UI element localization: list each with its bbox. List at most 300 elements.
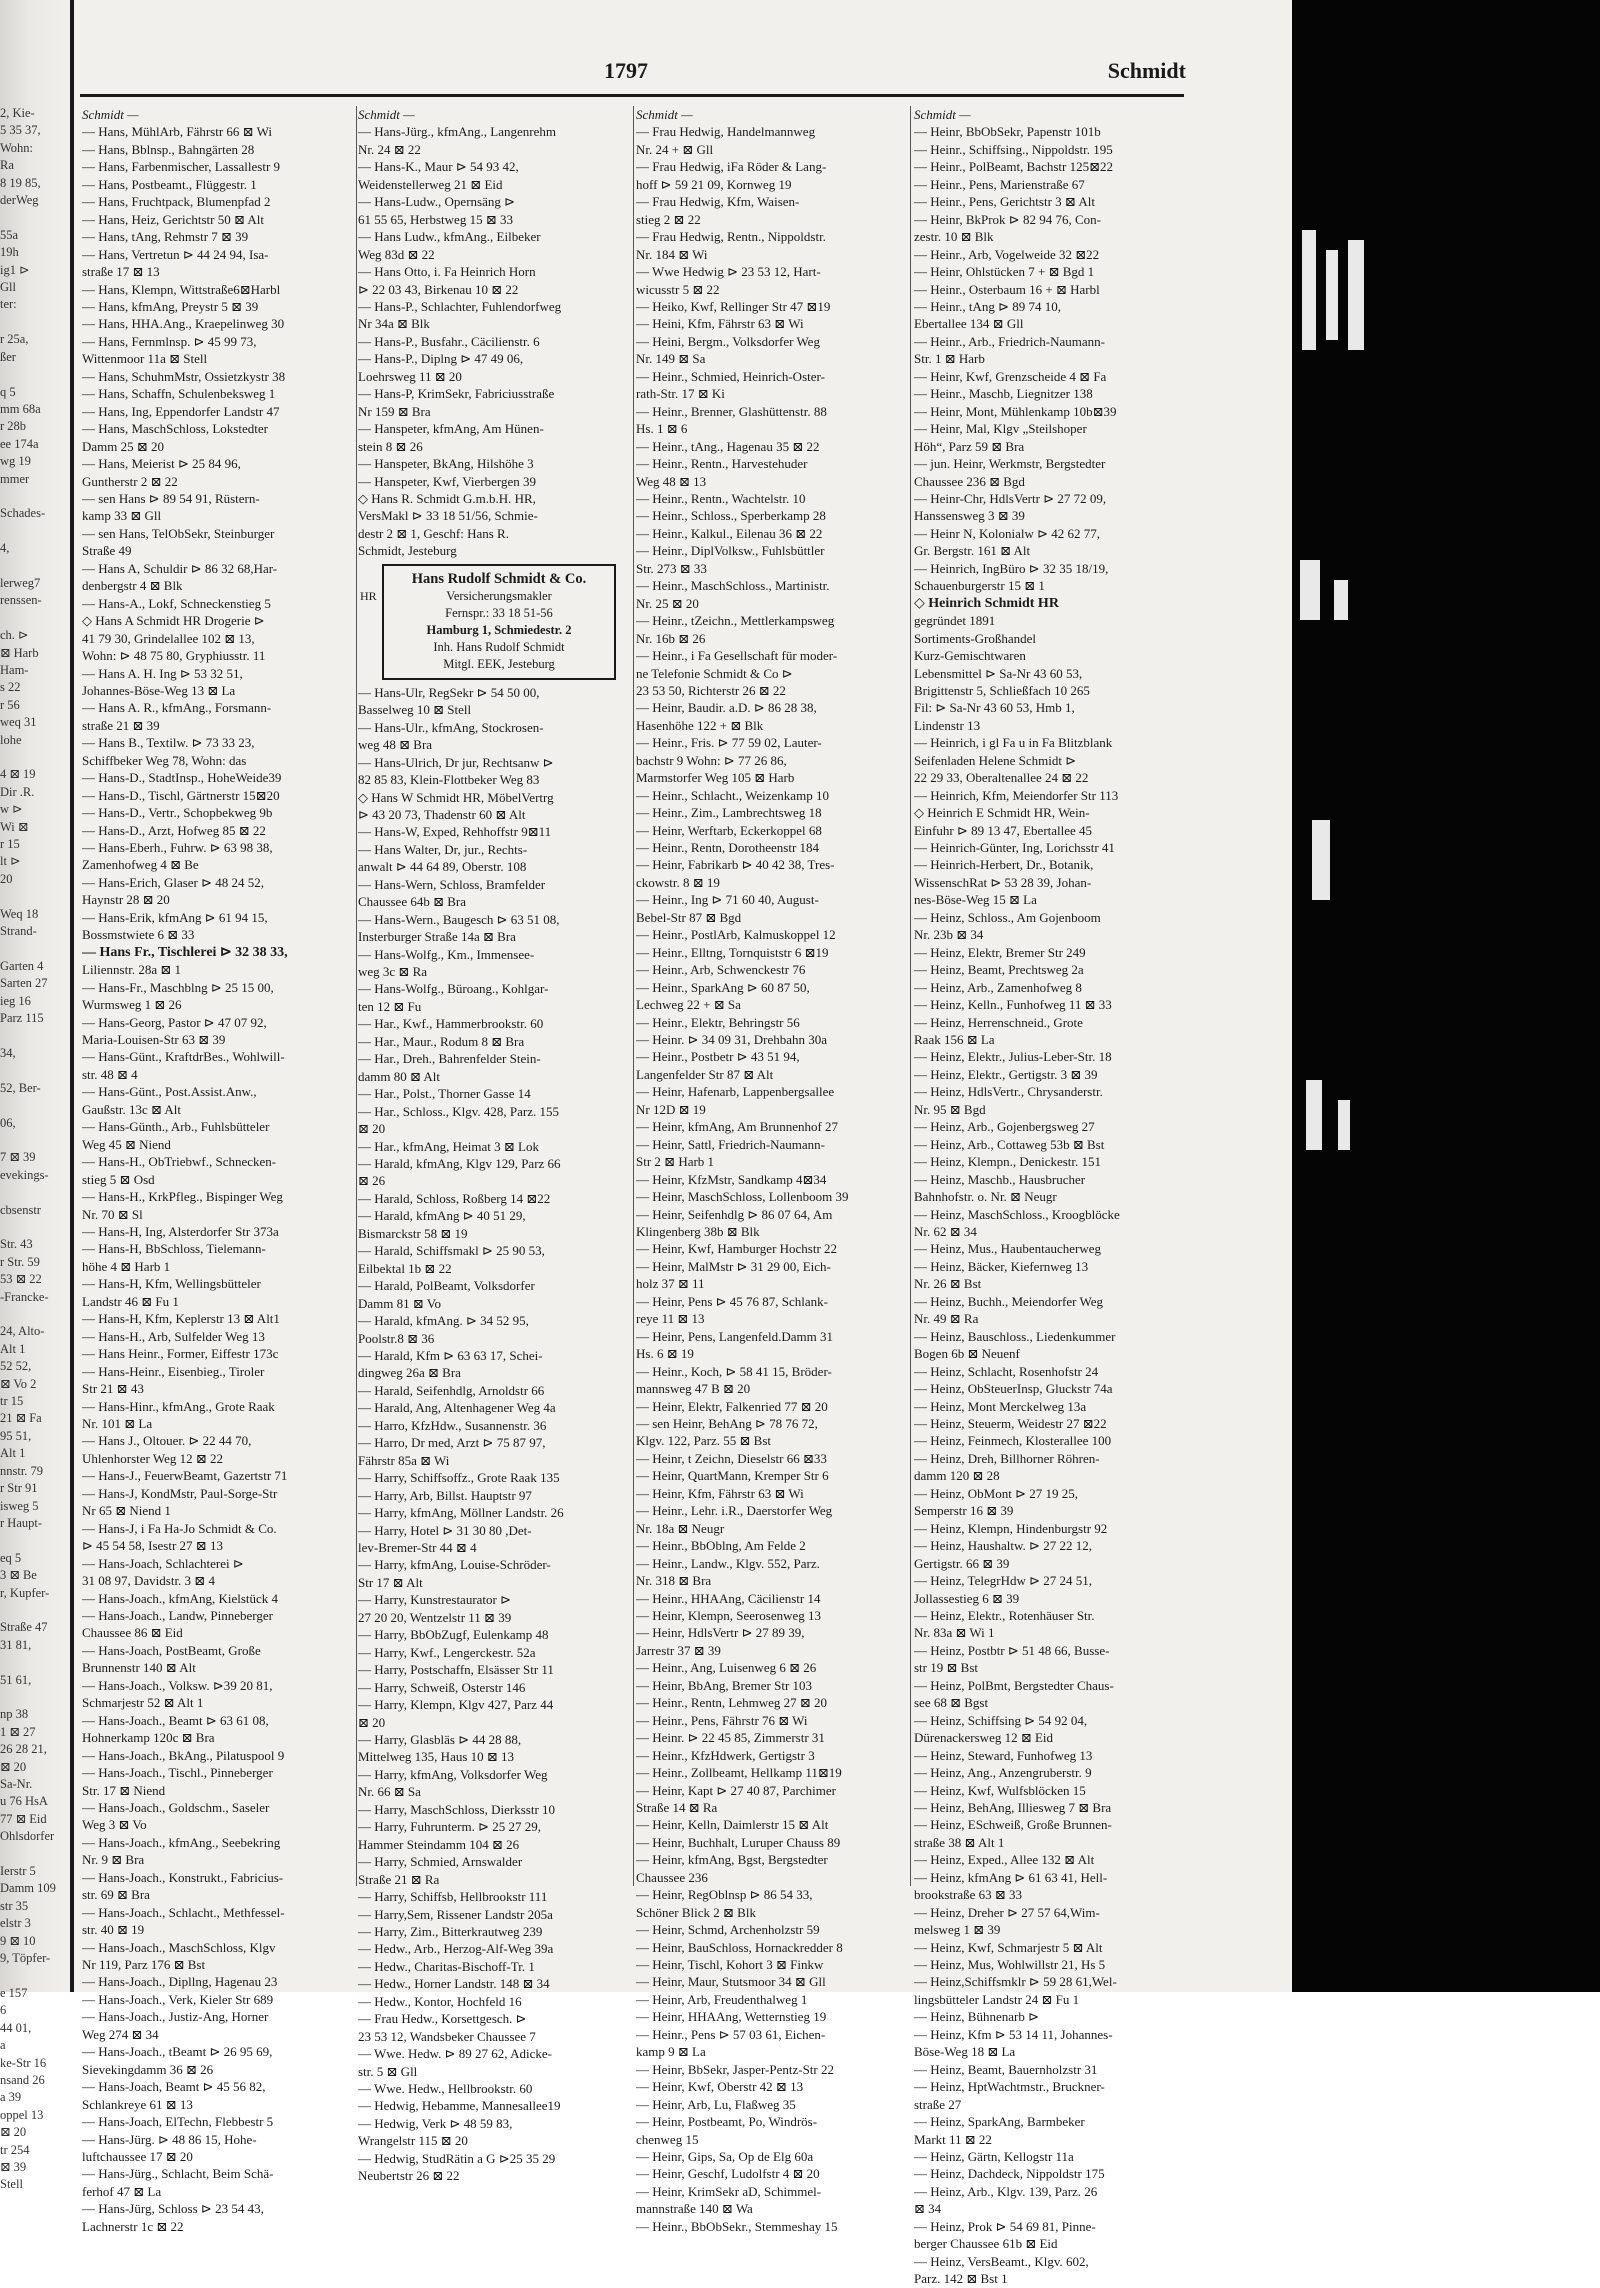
directory-entry-line: — Hans-J, i Fa Ha-Jo Schmidt & Co. (82, 1520, 277, 1536)
directory-entry-line: 61 55 65, Herbstweg 15 ⊠ 33 (358, 211, 513, 227)
directory-entry-line: straße 38 ⊠ Alt 1 (914, 1834, 1005, 1850)
directory-entry-line: Chaussee 236 (636, 1869, 708, 1885)
margin-fragment: str 35 (0, 1898, 29, 1913)
directory-entry-line: Schmarjestr 52 ⊠ Alt 1 (82, 1695, 204, 1711)
directory-entry-line: zestr. 10 ⊠ Blk (914, 229, 994, 245)
directory-entry-line: — Hans, MaschSchloss, Lokstedter (82, 421, 268, 437)
directory-entry-line: Straße 49 (82, 543, 132, 559)
margin-fragment (0, 209, 68, 226)
directory-entry-line: — Hans-Georg, Pastor ⊳ 47 07 92, (82, 1014, 267, 1030)
directory-entry-line: Langenfelder Str 87 ⊠ Alt (636, 1066, 774, 1082)
directory-entry-line: — Heinr, Mal, Klgv „Steilshoper (914, 421, 1087, 437)
directory-entry-line: Fil: ⊳ Sa-Nr 43 60 53, Hmb 1, (914, 700, 1075, 716)
directory-entry-line: höhe 4 ⊠ Harb 1 (82, 1258, 171, 1274)
directory-entry-line: — Heinr, Hafenarb, Lappenbergsallee (636, 1084, 835, 1100)
directory-entry-line: — Heinr., Rentn, Lehmweg 27 ⊠ 20 (636, 1695, 828, 1711)
margin-fragment: -Francke- (0, 1289, 49, 1304)
directory-entry-line: — Hans, Postbeamt., Flüggestr. 1 (82, 176, 257, 192)
directory-entry-line: — Hans-H., ObTriebwf., Schnecken- (82, 1154, 277, 1170)
directory-entry-line: 41 79 30, Grindelallee 102 ⊠ 13, (82, 630, 255, 646)
directory-entry-line: — Heinr, Gips, Sa, Op de Elg 60a (636, 2149, 814, 2165)
directory-entry-line: — Harry, Hotel ⊳ 31 30 80 ,Det- (358, 1522, 532, 1538)
directory-entry-line: — Hans-Joach., Schlacht., Methfessel- (82, 1904, 285, 1920)
margin-fragment: Ierstr 5 (0, 1864, 36, 1879)
directory-entry-line: Str 21 ⊠ 43 (82, 1381, 144, 1397)
directory-entry-line: — Heinz, Haushaltw. ⊳ 27 22 12, (914, 1538, 1092, 1554)
dark-background-edge (1292, 0, 1600, 1992)
margin-fragment: 1 ⊠ 27 (0, 1724, 36, 1739)
margin-fragment: Stell (0, 2177, 23, 2192)
margin-fragment: Weq 18 (0, 906, 39, 921)
directory-entry-line: — Hans-Ulr., kfmAng, Stockrosen- (358, 719, 544, 735)
margin-fragment (0, 941, 68, 958)
margin-fragment: r Str 91 (0, 1481, 38, 1496)
margin-fragment: Sarten 27 (0, 976, 48, 991)
margin-fragment (0, 888, 68, 905)
margin-fragment: lohe (0, 732, 22, 747)
margin-fragment: Str. 43 (0, 1237, 33, 1252)
margin-fragment: wg 19 (0, 454, 31, 469)
directory-entry-line: — Heinr, Pens ⊳ 45 76 87, Schlank- (636, 1293, 828, 1309)
directory-entry-line: Klingenberg 38b ⊠ Blk (636, 1224, 760, 1239)
directory-entry-line: — Hans, MühlArb, Fährstr 66 ⊠ Wi (82, 124, 272, 140)
margin-fragment: e 157 (0, 1985, 28, 2000)
margin-fragment: 24, Alto- (0, 1324, 45, 1339)
directory-entry-line: — Harry, Kwf., Lengerckestr. 52a (358, 1644, 536, 1660)
directory-entry-line: — Heinr., Pens, Marienstraße 67 (914, 176, 1085, 192)
directory-entry-line: — Heinr, HHAAng, Wetternstieg 19 (636, 2009, 827, 2025)
directory-entry-line: — Hans-Fr., Maschblng ⊳ 25 15 00, (82, 979, 274, 995)
directory-entry-line: — Heinr, Arb, Lu, Flaßweg 35 (636, 2096, 796, 2112)
margin-fragment (0, 749, 68, 766)
directory-entry-line: Lebensmittel ⊳ Sa-Nr 43 60 53, (914, 665, 1083, 681)
margin-fragment: 26 28 21, (0, 1742, 47, 1757)
directory-entry-line: Guntherstr 2 ⊠ 22 (82, 473, 178, 489)
margin-fragment: r 25a, (0, 332, 29, 347)
directory-entry-line: — Heinr., Lehr. i.R., Daerstorfer Weg (636, 1503, 833, 1519)
directory-entry-line: — Heinr, Geschf, Ludolfstr 4 ⊠ 20 (636, 2166, 820, 2182)
ad-line: Fernspr.: 33 18 51-56 (445, 605, 553, 620)
margin-fragment: u 76 HsA (0, 1794, 48, 1809)
directory-entry-line: — Hans Walter, Dr, jur., Rechts- (358, 841, 528, 857)
directory-entry-line: — Heinr, BkProk ⊳ 82 94 76, Con- (914, 211, 1101, 227)
column-4 (914, 106, 1186, 2288)
directory-entry-line: — Heinz, ObMont ⊳ 27 19 25, (914, 1485, 1078, 1501)
directory-entry-line: Schlankreye 61 ⊠ 13 (82, 2096, 193, 2112)
margin-fragment: 4, (0, 541, 10, 556)
directory-entry-line: — Hans-Joach., kfmAng, Kielstück 4 (82, 1590, 279, 1606)
directory-entry-line: ckowstr. 8 ⊠ 19 (636, 874, 720, 890)
directory-entry-line: — Hans-Joach., Dipllng, Hagenau 23 (82, 1974, 278, 1990)
margin-fragment (0, 1184, 68, 1201)
directory-entry-line: Poolstr.8 ⊠ 36 (358, 1330, 435, 1346)
margin-fragment: a 39 (0, 2090, 22, 2105)
directory-entry-line: Nr. 24 ⊠ 22 (358, 141, 421, 157)
directory-entry-line: — Har., Kwf., Hammerbrookstr. 60 (358, 1016, 544, 1032)
directory-entry-line: — Harald, PolBeamt, Volksdorfer (358, 1278, 535, 1294)
directory-entry-line: Gertigstr. 66 ⊠ 39 (914, 1555, 1010, 1571)
directory-entry-line: WissenschRat ⊳ 53 28 39, Johan- (914, 874, 1092, 890)
directory-entry-line: — Hans-Joach, PostBeamt, Große (82, 1642, 261, 1658)
directory-entry-line: 23 53 12, Wandsbeker Chaussee 7 (358, 2028, 536, 2044)
directory-entry-line: — Heinr, Seifenhdlg ⊳ 86 07 64, Am (636, 1206, 833, 1222)
margin-fragment: nnstr. 79 (0, 1463, 44, 1478)
directory-entry-line: — Harald, kfmAng ⊳ 40 51 29, (358, 1208, 526, 1224)
directory-entry-line: — Hans-Joach., Verk, Kieler Str 689 (82, 1991, 274, 2007)
directory-entry-line: Bahnhofstr. o. Nr. ⊠ Neugr (914, 1189, 1057, 1205)
directory-entry-line: — Hans-H, Ing, Alsterdorfer Str 373a (82, 1224, 279, 1239)
margin-fragment: Gll (0, 280, 16, 295)
directory-entry-line: brookstraße 63 ⊠ 33 (914, 1887, 1023, 1903)
directory-entry-line: Schmidt, Jesteburg (358, 543, 457, 559)
directory-entry-line: — Heiko, Kwf, Rellinger Str 47 ⊠19 (636, 298, 831, 314)
directory-entry-line: — Harry, Fuhrunterm. ⊳ 25 27 29, (358, 1819, 541, 1835)
directory-entry-line: — Heinr., Pens ⊳ 57 03 61, Eichen- (636, 2026, 826, 2042)
margin-fragment: 5 35 37, (0, 123, 41, 138)
margin-fragment (0, 1689, 68, 1706)
directory-entry-line: — Heinz, MaschSchloss., Kroogblöcke (914, 1206, 1120, 1222)
directory-entry-line: — Harry, Schiffsb, Hellbrookstr 111 (358, 1889, 548, 1905)
directory-entry-line: — Heinz, Ang., Anzengruberstr. 9 (914, 1765, 1092, 1781)
directory-entry-line: — Heinz, Dreh, Billhorner Röhren- (914, 1450, 1100, 1466)
directory-entry-line: Lindenstr 13 (914, 717, 981, 733)
margin-fragment: ßer (0, 349, 16, 364)
previous-page-fragments (0, 105, 68, 2194)
directory-entry-line: Nr 34a ⊠ Blk (358, 316, 430, 332)
directory-entry-line: — Harald, Schiffsmakl ⊳ 25 90 53, (358, 1243, 545, 1259)
directory-entry-line: — Heinr., Osterbaum 16 + ⊠ Harbl (914, 281, 1100, 297)
directory-entry-line: — Heinr, RegOblnsp ⊳ 86 54 33, (636, 1887, 813, 1903)
directory-entry-line: — Frau Hedwig, Handelmannweg (636, 124, 816, 140)
margin-fragment: Ra (0, 158, 14, 173)
directory-entry-line: Böse-Weg 18 ⊠ La (914, 2044, 1016, 2060)
directory-entry-line: — Hanspeter, Kwf, Vierbergen 39 (358, 473, 537, 489)
directory-entry-line: — Heinz, Herrenschneid., Grote (914, 1014, 1083, 1030)
directory-entry-line: Marmstorfer Weg 105 ⊠ Harb (636, 770, 795, 786)
directory-entry-line: ◇ Hans A Schmidt HR Drogerie ⊳ (82, 613, 265, 629)
margin-fragment: 53 ⊠ 22 (0, 1272, 42, 1287)
directory-entry-line: — Heinr., Koch, ⊳ 58 41 15, Bröder- (636, 1363, 832, 1379)
directory-entry-line: kamp 9 ⊠ La (636, 2044, 706, 2060)
directory-entry-line: — Hans Ludw., kfmAng., Eilbeker (358, 229, 541, 245)
directory-entry-line: — Heinrich, Kfm, Meiendorfer Str 113 (914, 787, 1119, 803)
directory-entry-line: — Hans-H, Kfm, Wellingsbütteler (82, 1276, 261, 1292)
directory-entry-line: Nr. 83a ⊠ Wi 1 (914, 1625, 995, 1641)
margin-fragment: oppel 13 (0, 2107, 44, 2122)
directory-entry-line: Str. 273 ⊠ 33 (636, 560, 707, 576)
directory-entry-line: — Heinr, KfzMstr, Sandkamp 4⊠34 (636, 1171, 827, 1187)
directory-entry-line: ⊠ 20 (358, 1121, 386, 1137)
directory-entry-line: damm 120 ⊠ 28 (914, 1468, 1000, 1484)
directory-entry-line: — Heinz, SparkAng, Barmbeker (914, 2114, 1085, 2130)
column-heading: Schmidt — (358, 107, 415, 122)
directory-entry-line: — Heinr, Kelln, Daimlerstr 15 ⊠ Alt (636, 1817, 829, 1833)
directory-entry-line: — Hans-Joach., Tischl., Pinneberger (82, 1765, 273, 1781)
directory-entry-line: — Hans-J., FeuerwBeamt, Gazertstr 71 (82, 1468, 288, 1484)
column-divider (910, 106, 911, 1886)
directory-entry-line: Insterburger Straße 14a ⊠ Bra (358, 929, 516, 945)
directory-entry-line: — Hans-Ulrich, Dr jur, Rechtsanw ⊳ (358, 754, 554, 770)
directory-entry-line: str. 48 ⊠ 4 (82, 1066, 138, 1082)
directory-entry-line: 22 29 33, Oberaltenallee 24 ⊠ 22 (914, 770, 1089, 786)
directory-entry-line: — Hans, Bblnsp., Bahngärten 28 (82, 141, 255, 157)
directory-entry-line: Loehrsweg 11 ⊠ 20 (358, 368, 462, 384)
directory-entry-line: — Heinz, Elektr., Gertigstr. 3 ⊠ 39 (914, 1066, 1098, 1082)
directory-entry-line: — Heinz,Schiffsmklr ⊳ 59 28 61,Wel- (914, 1974, 1117, 1990)
directory-entry-line: damm 80 ⊠ Alt (358, 1068, 441, 1084)
directory-entry-line: — Heinrich, IngBüro ⊳ 32 35 18/19, (914, 560, 1109, 576)
directory-entry-line: — Hans-Ulr, RegSekr ⊳ 54 50 00, (358, 684, 540, 700)
directory-entry-line: Sortiments-Großhandel (914, 630, 1037, 646)
directory-entry-line: — Heinz, Exped., Allee 132 ⊠ Alt (914, 1852, 1095, 1868)
directory-entry-line: Straße 14 ⊠ Ra (636, 1799, 718, 1815)
directory-entry-line: — Hans-Jürg., Schlacht, Beim Schä- (82, 2166, 274, 2182)
directory-entry-line: wicusstr 5 ⊠ 22 (636, 281, 720, 297)
ad-hr-tag: HR (360, 588, 377, 603)
directory-entry-line: — Hans-Joach, Schlachterei ⊳ (82, 1555, 244, 1571)
directory-entry-line: bachstr 9 Wohn: ⊳ 77 26 86, (636, 752, 787, 768)
margin-fragment: q 5 (0, 384, 16, 399)
directory-entry-line: — Hans-P., Diplng ⊳ 47 49 06, (358, 351, 524, 367)
margin-fragment (0, 558, 68, 575)
directory-entry-line: — Hans-Joach., kfmAng., Seebekring (82, 1834, 281, 1850)
directory-entry-line: — Hans-Joach, Beamt ⊳ 45 56 82, (82, 2079, 266, 2095)
margin-fragment: 52 52, (0, 1359, 32, 1374)
margin-fragment: 55a (0, 227, 19, 242)
directory-entry-line: — Hans-W, Exped, Rehhoffstr 9⊠11 (358, 824, 552, 840)
directory-entry-line: str. 5 ⊠ Gll (358, 2063, 418, 2079)
margin-fragment: 31 81, (0, 1637, 32, 1652)
margin-fragment: ig1 ⊳ (0, 262, 30, 277)
directory-entry-line: — Heinr N, Kolonialw ⊳ 42 62 77, (914, 525, 1101, 541)
directory-entry-line: — Heinrich-Günter, Ing, Lorichsstr 41 (914, 840, 1115, 856)
directory-entry-line: Johannes-Böse-Weg 13 ⊠ La (82, 682, 236, 698)
margin-fragment: 3 ⊠ Be (0, 1568, 37, 1583)
directory-entry-line: — Heinz, Bühnenarb ⊳ (914, 2009, 1039, 2025)
directory-entry-line: — Hans-Günt., Post.Assist.Anw., (82, 1084, 257, 1100)
directory-entry-line: — Heinr-Chr, HdlsVertr ⊳ 27 72 09, (914, 490, 1107, 506)
margin-fragment: r 56 (0, 697, 20, 712)
directory-entry-line: — Heinr, Mont, Mühlenkamp 10b⊠39 (914, 403, 1117, 419)
column-heading: Schmidt — (914, 107, 971, 122)
directory-entry-line: 82 85 83, Klein-Flottbeker Weg 83 (358, 772, 540, 788)
directory-entry-line: — Hans, Meierist ⊳ 25 84 96, (82, 456, 241, 472)
margin-fragment: r Haupt- (0, 1515, 42, 1530)
directory-entry-line: — Hans-Jürg, Schloss ⊳ 23 54 43, (82, 2201, 264, 2217)
directory-entry-line: — Heinz, Klempn, Hindenburgstr 92 (914, 1520, 1108, 1536)
directory-entry-line: — Hans, Fruchtpack, Blumenpfad 2 (82, 194, 271, 210)
directory-entry-line: — Harry, MaschSchloss, Dierksstr 10 (358, 1801, 556, 1817)
directory-entry-line: weg 3c ⊠ Ra (358, 964, 428, 980)
directory-entry-line: Höh“, Parz 59 ⊠ Bra (914, 438, 1025, 454)
directory-entry-line: — Harry, Arb, Billst. Hauptstr 97 (358, 1487, 532, 1503)
directory-entry-line: — sen Hans, TelObSekr, Steinburger (82, 525, 275, 541)
directory-entry-line: — Hans-Joach., Goldschm., Saseler (82, 1799, 270, 1815)
directory-entry-line: Klgv. 122, Parz. 55 ⊠ Bst (636, 1433, 771, 1449)
margin-fragment: ⊠ 20 (0, 2125, 27, 2140)
directory-entry-line: — Heinr, HdlsVertr ⊳ 27 89 39, (636, 1625, 805, 1641)
directory-entry-line: Uhlenhorster Weg 12 ⊠ 22 (82, 1450, 224, 1466)
directory-entry-line: — Heinz, Beamt, Prechtsweg 2a (914, 962, 1084, 978)
running-head: Schmidt (1107, 58, 1186, 83)
directory-entry-line: Nr. 149 ⊠ Sa (636, 351, 706, 367)
directory-entry-line: — Hans-Joach., tBeamt ⊳ 26 95 69, (82, 2044, 273, 2060)
directory-entry-line: Semperstr 16 ⊠ 39 (914, 1503, 1014, 1519)
directory-entry-line: Hs. 1 ⊠ 6 (636, 421, 688, 437)
directory-entry-line: — Hans-P., Busfahr., Cäcilienstr. 6 (358, 333, 540, 349)
directory-entry-line: — Harald, Ang, Altenhagener Weg 4a (358, 1400, 556, 1416)
directory-entry-line: Nr. 318 ⊠ Bra (636, 1573, 712, 1589)
directory-entry-line: — Heinr, Klempn, Seerosenweg 13 (636, 1607, 822, 1623)
margin-fragment (0, 488, 68, 505)
directory-entry-line: Nr. 95 ⊠ Bgd (914, 1101, 986, 1117)
directory-entry-line: dingweg 26a ⊠ Bra (358, 1365, 461, 1381)
directory-entry-line: — Heinr, Tischl, Kohort 3 ⊠ Finkw (636, 1957, 824, 1973)
directory-entry-line: — Hans-Ludw., Opernsäng ⊳ (358, 194, 515, 210)
directory-entry-line: — Heinz, Schiffsing ⊳ 54 92 04, (914, 1712, 1088, 1728)
directory-entry-line: Hammer Steindamm 104 ⊠ 26 (358, 1836, 520, 1852)
directory-entry-line: — Heinz, Maschb., Hausbrucher (914, 1171, 1086, 1187)
directory-entry-line: — Heinr, Fabrikarb ⊳ 40 42 38, Tres- (636, 857, 835, 873)
directory-entry-line: stein 8 ⊠ 26 (358, 438, 423, 454)
directory-entry-line: — Hans-D., StadtInsp., HoheWeide39 (82, 770, 282, 786)
directory-entry-line: — Heinz, BehAng, Illiesweg 7 ⊠ Bra (914, 1799, 1112, 1815)
directory-entry-line: — Hans-P, KrimSekr, Fabriciusstraße (358, 386, 555, 402)
ad-title: Hans Rudolf Schmidt & Co. (411, 570, 587, 587)
directory-entry-line: Nr. 25 ⊠ 20 (636, 595, 699, 611)
directory-entry-line: 23 53 50, Richterstr 26 ⊠ 22 (636, 682, 786, 698)
directory-entry-line: ⊠ 26 (358, 1173, 386, 1189)
margin-fragment: a (0, 2038, 6, 2053)
ad-member: Mitgl. EEK, Jesteburg (443, 656, 555, 671)
directory-entry-line: — Frau Hedwig, Kfm, Waisen- (636, 194, 800, 210)
directory-entry-line: Chaussee 86 ⊠ Eid (82, 1625, 183, 1641)
directory-entry-line: Gr. Bergstr. 161 ⊠ Alt (914, 543, 1031, 559)
directory-entry-line: Zamenhofweg 4 ⊠ Be (82, 857, 199, 873)
directory-entry-line: ne Telefonie Schmidt & Co ⊳ (636, 665, 793, 681)
directory-entry-line: Hanssensweg 3 ⊠ 39 (914, 508, 1025, 524)
directory-entry-line: — Heinr., Schiffsing., Nippoldstr. 195 (914, 141, 1113, 157)
margin-fragment: Schades- (0, 506, 46, 521)
directory-entry-line: — Hanspeter, kfmAng, Am Hünen- (358, 421, 544, 437)
margin-fragment: lerweg7 (0, 575, 41, 590)
directory-entry-line: Chaussee 236 ⊠ Bgd (914, 473, 1025, 489)
directory-entry-line: ⊳ 45 54 58, Isestr 27 ⊠ 13 (82, 1538, 223, 1554)
directory-entry-line: — Heinr., Elltng, Tornquiststr 6 ⊠19 (636, 944, 829, 960)
directory-entry-line: — Heinr., Pens, Fährstr 76 ⊠ Wi (636, 1712, 808, 1728)
directory-entry-line: — Heinz, ESchweiß, Große Brunnen- (914, 1817, 1112, 1833)
margin-fragment: weq 31 (0, 715, 37, 730)
directory-entry-line: Nr. 9 ⊠ Bra (82, 1852, 145, 1868)
directory-entry-line: — Hans-Jürg. ⊳ 48 86 15, Hohe- (82, 2131, 257, 2147)
margin-fragment (0, 1654, 68, 1671)
margin-fragment: ch. ⊳ (0, 628, 29, 643)
directory-entry-line: Gaußstr. 13c ⊠ Alt (82, 1101, 181, 1117)
directory-entry-line: — Heinz, Schlacht, Rosenhofstr 24 (914, 1363, 1099, 1379)
directory-entry-line: ferhof 47 ⊠ La (82, 2183, 162, 2199)
directory-entry-line: Brunnenstr 140 ⊠ Alt (82, 1660, 196, 1676)
directory-entry-line: Ebertallee 134 ⊠ Gll (914, 316, 1024, 332)
margin-fragment: 19h (0, 245, 19, 260)
directory-entry-line: — Heinz, Kelln., Funhofweg 11 ⊠ 33 (914, 997, 1112, 1013)
margin-fragment: s 22 (0, 680, 21, 695)
margin-fragment: Wohn: (0, 140, 34, 155)
directory-entry-line: — Hans Otto, i. Fa Heinrich Horn (358, 264, 536, 280)
directory-entry-line: — Heinz, Gärtn, Kellogstr 11a (914, 2149, 1074, 2165)
directory-entry-line: — Heinz, Kfm ⊳ 53 14 11, Johannes- (914, 2026, 1113, 2042)
margin-fragment: nsand 26 (0, 2072, 45, 2087)
directory-entry-line: — Hans-Joach., Beamt ⊳ 63 61 08, (82, 1712, 269, 1728)
margin-fragment: Straße 47 (0, 1620, 48, 1635)
directory-entry-line: — Harald, kfmAng, Klgv 129, Parz 66 (358, 1156, 561, 1172)
directory-entry-line: — Heinz, Klempn., Denickestr. 151 (914, 1154, 1102, 1170)
directory-entry-line: — Heinr, Baudir. a.D. ⊳ 86 28 38, (636, 700, 817, 716)
margin-fragment: Sa-Nr. (0, 1777, 33, 1791)
directory-entry-line: — Heinr, kfmAng, Bgst, Bergstedter (636, 1852, 828, 1868)
directory-entry-line: — Hans, Fernmlnsp. ⊳ 45 99 73, (82, 333, 257, 349)
directory-entry-line: — Heinz, Beamt, Bauernholzstr 31 (914, 2061, 1098, 2077)
directory-entry-line: Neubertstr 26 ⊠ 22 (358, 2168, 460, 2184)
directory-entry-line: Seifenladen Helene Schmidt ⊳ (914, 752, 1077, 768)
column-divider (356, 106, 357, 1886)
margin-fragment: ee 174a (0, 436, 39, 451)
advertisement-box (360, 564, 616, 680)
directory-entry-line: — Heinz, Mus, Wohlwillstr 21, Hs 5 (914, 1957, 1106, 1973)
margin-fragment: tr 15 (0, 1394, 24, 1409)
margin-fragment: isweg 5 (0, 1498, 39, 1513)
directory-entry-line: — Hans, Heiz, Gerichtstr 50 ⊠ Alt (82, 211, 265, 227)
margin-fragment: Ohlsdorfer (0, 1829, 55, 1844)
directory-entry-line: — Heinz, Arb., Zamenhofweg 8 (914, 979, 1082, 995)
directory-entry-line: — Heinr., Landw., Klgv. 552, Parz. (636, 1555, 820, 1571)
directory-entry-line: — Harro, KfzHdw., Susannenstr. 36 (358, 1417, 547, 1433)
margin-fragment: ⊠ Harb (0, 645, 39, 660)
margin-fragment: Damm 109 (0, 1881, 56, 1896)
directory-entry-line: Str. 1 ⊠ Harb (914, 351, 985, 367)
directory-entry-line: — Heinr., HHAAng, Cäcilienstr 14 (636, 1590, 821, 1606)
directory-entry-line: — Heinr, Buchhalt, Luruper Chauss 89 (636, 1834, 841, 1850)
directory-entry-line: — Heinz, Elektr., Julius-Leber-Str. 18 (914, 1049, 1112, 1065)
directory-entry-line: — Heinz, Arb., Klgv. 139, Parz. 26 (914, 2183, 1098, 2199)
margin-fragment: 9, Töpfer- (0, 1951, 51, 1966)
margin-fragment: Alt 1 (0, 1446, 26, 1461)
directory-entry-line: — Heinr, BbSekr, Jasper-Pentz-Str 22 (636, 2061, 834, 2077)
directory-entry-line: Nr 119, Parz 176 ⊠ Bst (82, 1957, 206, 1973)
margin-fragment: 4 ⊠ 19 (0, 767, 36, 782)
margin-fragment: ter: (0, 297, 17, 312)
directory-entry-line: — Heinz, Arb., Cottaweg 53b ⊠ Bst (914, 1136, 1105, 1152)
directory-entry-line: Weg 3 ⊠ Vo (82, 1817, 147, 1833)
directory-entry-line: — Harald, kfmAng. ⊳ 34 52 95, (358, 1313, 529, 1329)
page-header (74, 50, 1186, 98)
directory-entry-line: ⊳ 43 20 73, Thadenstr 60 ⊠ Alt (358, 806, 526, 822)
directory-entry-line: Nr. 184 ⊠ Wi (636, 246, 708, 262)
directory-entry-line: Jollassestieg 6 ⊠ 39 (914, 1590, 1020, 1606)
directory-entry-line: — Harry, Zim., Bitterkrautweg 239 (358, 1923, 543, 1939)
margin-fragment: 34, (0, 1045, 16, 1060)
directory-entry-line: — Harry, Schiffsoffz., Grote Raak 135 (358, 1470, 560, 1486)
directory-entry-line: — Hans-Joach., BkAng., Pilatuspool 9 (82, 1747, 285, 1763)
directory-entry-line: — Heinz, Arb., Gojenbergsweg 27 (914, 1119, 1095, 1135)
directory-entry-line: — Hans-Jürg., kfmAng., Langenrehm (358, 124, 556, 140)
directory-entry-line: see 68 ⊠ Bgst (914, 1695, 989, 1711)
directory-entry-line: — Heinr., BbObSekr., Stemmeshay 15 (636, 2218, 838, 2234)
directory-entry-line: 27 20 20, Wentzelstr 11 ⊠ 39 (358, 1609, 512, 1625)
directory-entry-line: Str. 17 ⊠ Niend (82, 1782, 166, 1798)
directory-entry-line: — Hans-Eberh., Fuhrw. ⊳ 63 98 38, (82, 840, 273, 856)
margin-fragment (0, 1097, 68, 1114)
directory-entry-line: Str 17 ⊠ Alt (358, 1574, 423, 1590)
